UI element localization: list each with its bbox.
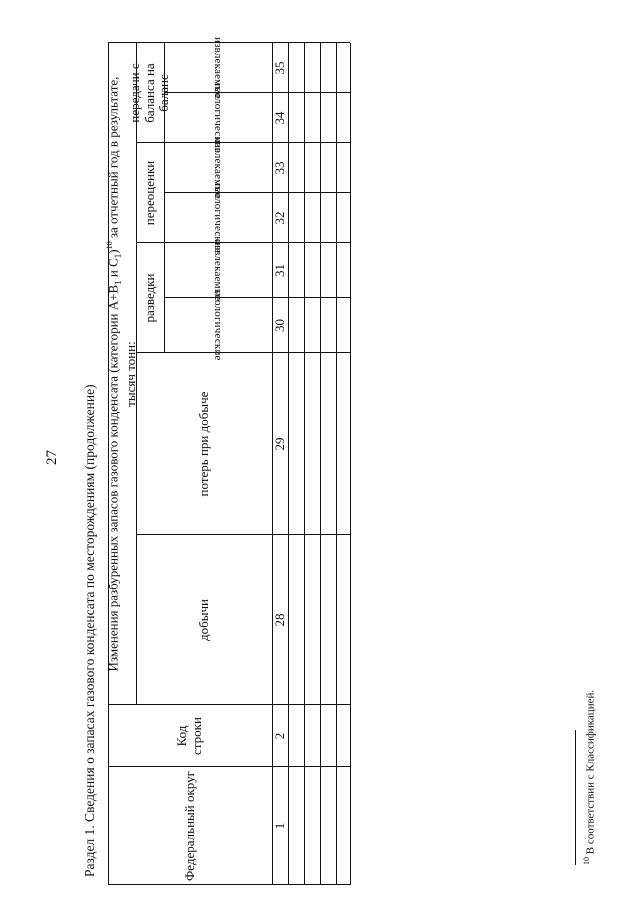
col-header-losses: потерь при добыче [195,391,211,497]
page-number: 27 [44,450,60,465]
header-main-prefix: Изменения разбуренных запасов газового конденсата (категории А+В [105,284,121,672]
subheader-transfer-recoverable: извлекаемые [212,36,225,100]
header-main-footnote-ref: 10 [105,241,115,250]
col-number-28: 28 [271,613,287,627]
data-row-line-2 [320,43,321,885]
col-number-32: 32 [271,211,287,225]
section-title: Раздел 1. Сведения о запасах газового конденсата по месторождениям (продолжение) [82,384,97,877]
data-row-line-3 [336,43,337,885]
column-number-row-line [288,43,289,885]
col-number-30: 30 [271,319,287,332]
data-row-line-1 [304,43,305,885]
col-number-29: 29 [271,437,287,451]
header-main-line2: тысяч тонн: [122,341,138,407]
subheader-exploration-recoverable: извлекаемые [212,239,225,302]
header-main-sub2: 1 [113,253,124,259]
col-number-31: 31 [271,264,287,277]
col-number-33: 33 [271,161,287,175]
col-header-exploration: разведки [141,273,157,323]
table-border-bottom [350,43,351,885]
header-main-suffix: за отчетный год в результате, [105,76,121,242]
col-header-revaluation: переоценки [141,160,157,226]
col-number-35: 35 [271,61,287,75]
col-header-production: добычи [195,599,211,641]
subheader-revaluation-recoverable: извлекаемые [212,136,225,200]
col-header-code: Код строки [174,717,204,755]
col-number-1: 1 [271,822,287,830]
col-number-34: 34 [271,111,287,125]
header-main-sub1: 1 [113,280,124,285]
header-main-mid: и С [105,258,121,281]
footnote-text: В соответствии с Классификацией. [584,689,597,855]
col-number-2: 2 [271,732,287,740]
header-main-caption [105,43,138,705]
subheader-exploration-geological: геологические [212,290,225,361]
footnote-mark: 10 [582,857,591,865]
header-main-close: ) [105,249,121,254]
footnote [582,690,597,865]
col-header-district: Федеральный округ [181,771,197,881]
subheader-transfer-geological: геологические [212,82,225,154]
col-header-transfer: передачи с баланса на баланс [126,63,172,123]
footnote-separator [575,730,576,865]
subheader-revaluation-geological: геологические [212,182,225,254]
